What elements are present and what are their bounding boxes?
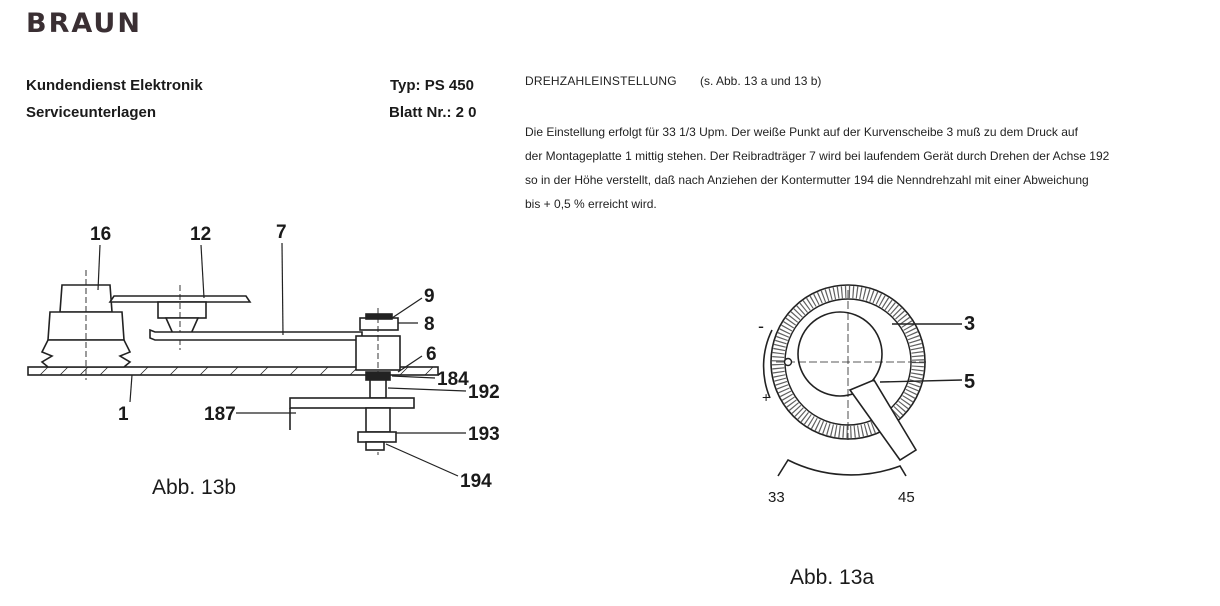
section-body (525, 120, 1205, 216)
label-6: 6 (426, 344, 437, 365)
label-5: 5 (964, 371, 976, 393)
label-194: 194 (460, 471, 492, 492)
leader-lines-13b (98, 243, 466, 476)
sheet-label: Blatt Nr.: 2 0 (389, 104, 477, 121)
label-193: 193 (468, 424, 500, 445)
caption-13a: Abb. 13a (790, 566, 875, 589)
label-9: 9 (424, 286, 435, 307)
label-45: 45 (898, 489, 915, 506)
lever-arm (850, 380, 916, 460)
docs-label: Serviceunterlagen (26, 104, 157, 121)
braun-logo: BRAUN (26, 8, 142, 39)
minus-sign: - (758, 316, 764, 336)
white-dot-marker (785, 359, 792, 366)
body-line-4: bis + 0,5 % erreicht wird. (525, 197, 657, 211)
speed-range-arc (778, 460, 906, 476)
figure-13a (700, 270, 1020, 600)
label-3: 3 (964, 313, 976, 335)
label-184: 184 (437, 369, 469, 390)
body-line-2: der Montageplatte 1 mittig stehen. Der Reibradträger 7 wird bei laufendem Gerät durch Drehen der Achse 192 (525, 149, 1110, 163)
body-line-1: Die Einstellung erfolgt für 33 1/3 Upm. Der weiße Punkt auf der Kurvenscheibe 3 muß zu dem Druck auf (525, 125, 1078, 139)
body-line-3: so in der Höhe verstellt, daß nach Anziehen der Kontermutter 194 die Nenndrehzahl mit einer Abweichung (525, 173, 1089, 187)
section-title: DREHZAHLEINSTELLUNG (525, 74, 677, 88)
belt-7 (150, 330, 362, 340)
dept-label: Kundendienst Elektronik (26, 77, 203, 94)
label-7: 7 (276, 222, 287, 243)
part-16 (42, 270, 130, 380)
label-33: 33 (768, 489, 785, 506)
label-8: 8 (424, 314, 435, 335)
caption-13b: Abb. 13b (152, 476, 237, 499)
type-label: Typ: PS 450 (390, 77, 474, 94)
label-192: 192 (468, 382, 500, 403)
label-12: 12 (190, 224, 212, 245)
label-16: 16 (90, 224, 112, 245)
label-1: 1 (118, 404, 129, 425)
figure-13b (0, 0, 520, 520)
plus-sign: + (762, 389, 771, 405)
label-187: 187 (204, 404, 236, 425)
disc-187 (290, 398, 414, 450)
section-reference: (s. Abb. 13 a und 13 b) (700, 74, 822, 88)
